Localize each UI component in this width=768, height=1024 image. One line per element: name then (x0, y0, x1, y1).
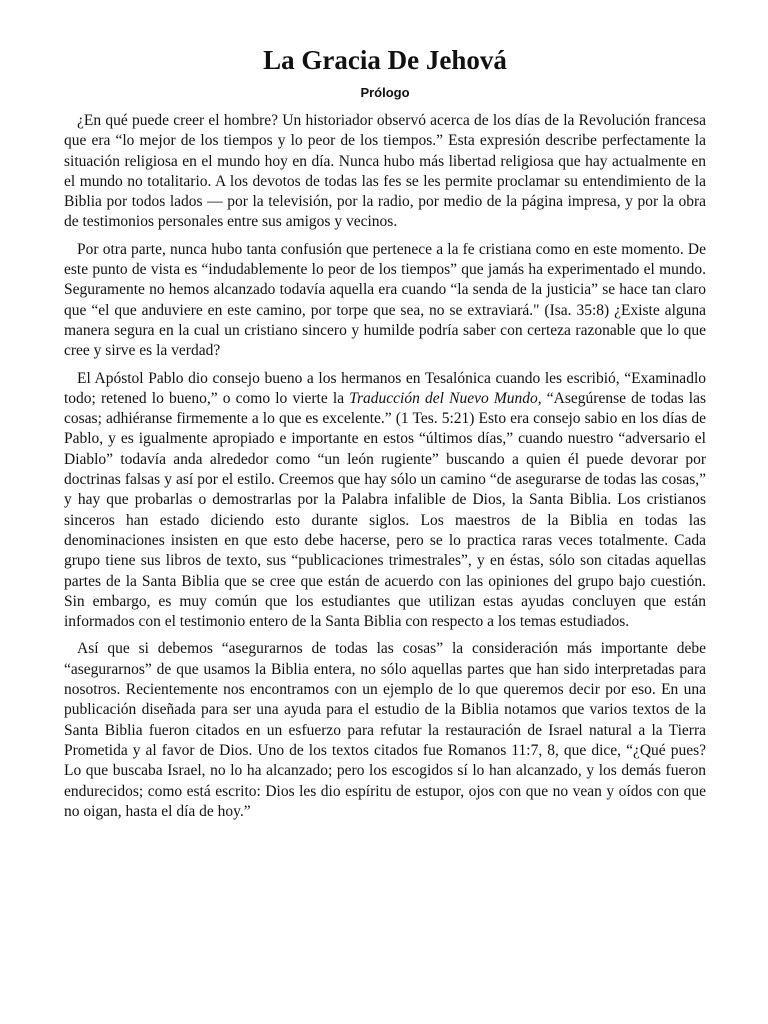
paragraph-3-italic-title: Traducción del Nuevo Mundo (349, 389, 538, 407)
paragraph-1: ¿En qué puede creer el hombre? Un historiador observó acerca de los días de la Revolución francesa que era “lo mejor de los tiempos y lo peor de los tiempos.” Esta expresión describe perfectamente la situación religiosa en el mundo hoy en día. Nunca hubo más libertad religiosa que hay actualmente en el mundo no totalitario. A los devotos de todas las fes se les permite proclamar su entendimiento de la Biblia por todos lados — por la televisión, por la radio, por medio de la página impresa, y por la obra de testimonios personales entre sus amigos y vecinos. (64, 112, 706, 231)
document-page (64, 40, 706, 829)
paragraph-4: Así que si debemos “asegurarnos de todas las cosas” la consideración más importante debe “asegurarnos” de que usamos la Biblia entera, no sólo aquellas partes que han sido interpretadas para nosotros. Recientemente nos encontramos con un ejemplo de lo que queremos decir por eso. En una publicación diseñada para ser una ayuda para el estudio de la Biblia notamos que varios textos de la Santa Biblia fueron citados en un esfuerzo para refutar la restauración de Israel natural a la Tierra Prometida y al favor de Dios. Uno de los textos citados fue Romanos 11:7, 8, que dice, “¿Qué pues? Lo que buscaba Israel, no lo ha alcanzado; pero los escogidos sí lo han alcanzado, y los demás fueron endurecidos; como está escrito: Dios les dio espíritu de estupor, ojos con que no vean y oídos con que no oigan, hasta el día de hoy.” (64, 640, 706, 820)
paragraph-3 (64, 369, 706, 633)
paragraph-3-text-after: , “Asegúrense de todas las cosas; adhiéranse firmemente a lo que es excelente.” (1 Tes. 5:21) Esto era consejo sabio en los días de Pablo, y es igualmente apropiado e importante en estos “últimos días,” cuando nuestro “adversario el Diablo” todavía anda alrededor como “un león rugiente” buscando a quien él puede devorar por doctrinas falsas y así por el estilo. Creemos que hay sólo un camino “de asegurarse de todas las cosas,” y hay que probarlas o demostrarlas por la Palabra infalible de Dios, la Santa Biblia. Los cristianos sinceros han estado diciendo esto durante siglos. Los maestros de la Biblia en todas las denominaciones insisten en que esto debe hacerse, pero se lo practica raras veces totalmente. Cada grupo tiene sus libros de texto, sus “publicaciones trimestrales”, y en éstas, sólo son citadas aquellas partes de la Santa Biblia que se cree que están de acuerdo con las opiniones del grupo bajo cuestión. Sin embargo, es muy común que los estudiantes que utilizan estas ayudas concluyen que están informados con el testimonio entero de la Santa Biblia con respecto a los temas estudiados. (64, 389, 706, 631)
section-heading: Prólogo (360, 85, 410, 100)
paragraph-3-text-before: El Apóstol Pablo dio consejo bueno a los hermanos en Tesalónica cuando les escribió, “Examinadlo todo; retened lo bueno,” o como lo vierte la (64, 369, 706, 407)
paragraph-2: Por otra parte, nunca hubo tanta confusión que pertenece a la fe cristiana como en este momento. De este punto de vista es “indudablemente lo peor de los tiempos” que jamás ha experimentado el mundo. Seguramente no hemos alcanzado todavía aquella era cuando “la senda de la justicia” se hace tan claro que “el que anduviere en este camino, por torpe que sea, no se extraviará." (Isa. 35:8) ¿Existe alguna manera segura en la cual un cristiano sincero y humilde podría saber con certeza razonable que lo que cree y sirve es la verdad? (64, 240, 706, 360)
document-title: La Gracia De Jehová (263, 45, 507, 75)
